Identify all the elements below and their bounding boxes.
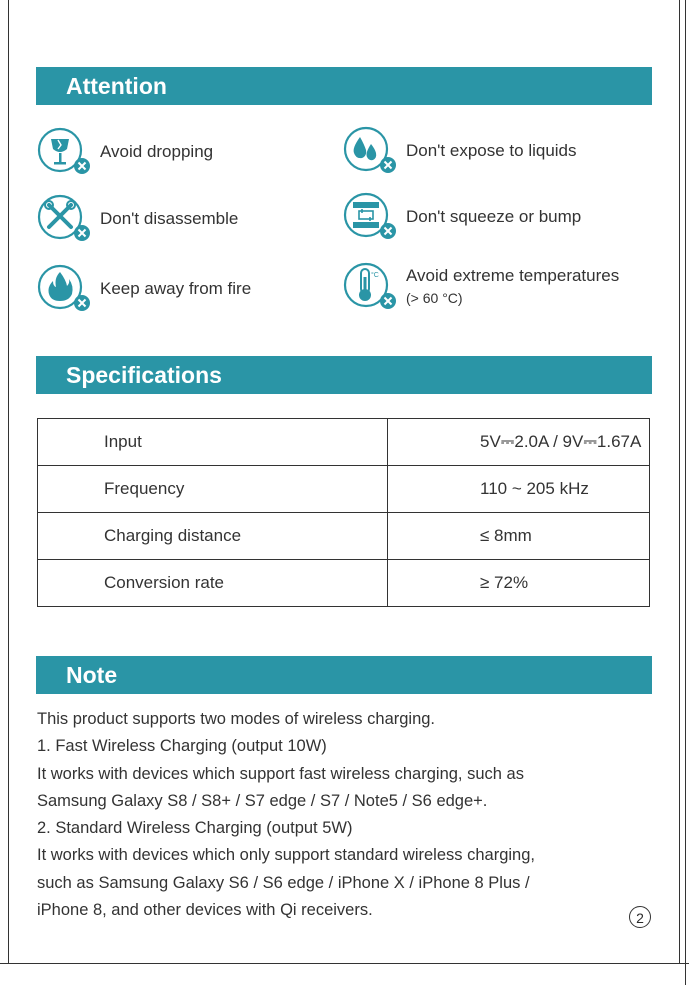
attention-item-disassemble bbox=[36, 192, 238, 246]
spec-key: Conversion rate bbox=[38, 560, 388, 607]
note-line: This product supports two modes of wireless charging. bbox=[37, 710, 436, 728]
attention-label-detail: (> 60 °C) bbox=[406, 290, 463, 306]
spec-key: Charging distance bbox=[38, 513, 388, 560]
attention-item-dropping bbox=[36, 125, 213, 179]
press-icon bbox=[342, 190, 400, 244]
note-line: such as Samsung Galaxy S6 / S6 edge / iPhone X / iPhone 8 Plus / bbox=[37, 873, 530, 892]
table-row bbox=[38, 560, 650, 607]
attention-label: Avoid dropping bbox=[100, 142, 214, 161]
table-row bbox=[38, 466, 650, 513]
tools-icon bbox=[36, 192, 94, 246]
note-line: It works with devices which support fast wireless charging, such as bbox=[37, 764, 524, 783]
spec-value: ≥ 72% bbox=[388, 560, 650, 607]
page-bottom-line bbox=[0, 963, 689, 964]
note-line: iPhone 8, and other devices with Qi receivers. bbox=[37, 901, 373, 920]
attention-item-fire bbox=[36, 262, 251, 316]
note-body bbox=[37, 706, 647, 924]
attention-label: Avoid extreme temperatures bbox=[406, 266, 620, 285]
specifications-header: Specifications bbox=[36, 356, 652, 394]
attention-label-block bbox=[406, 265, 619, 309]
spec-key: Frequency bbox=[38, 466, 388, 513]
page-edge-line bbox=[685, 0, 686, 985]
fragile-glass-icon bbox=[36, 125, 94, 179]
attention-header: Attention bbox=[36, 67, 652, 105]
page-number: 2 bbox=[629, 906, 651, 928]
spec-key: Input bbox=[38, 419, 388, 466]
note-line: Samsung Galaxy S8 / S8+ / S7 edge / S7 / Note5 / S6 edge+. bbox=[37, 791, 488, 810]
spec-value: 110 ~ 205 kHz bbox=[388, 466, 650, 513]
svg-text:°C: °C bbox=[371, 272, 379, 279]
thermometer-icon bbox=[342, 260, 400, 314]
attention-label: Don't expose to liquids bbox=[406, 141, 577, 160]
water-drops-icon bbox=[342, 124, 400, 178]
note-header: Note bbox=[36, 656, 652, 694]
attention-item-squeeze bbox=[342, 190, 581, 244]
attention-item-temperature bbox=[342, 260, 619, 314]
note-line: It works with devices which only support standard wireless charging, bbox=[37, 846, 535, 865]
attention-label: Don't squeeze or bump bbox=[406, 207, 582, 226]
spec-value: ≤ 8mm bbox=[388, 513, 650, 560]
note-line: 2. Standard Wireless Charging (output 5W) bbox=[37, 819, 353, 838]
table-row bbox=[38, 513, 650, 560]
spec-value: 5V⎓2.0A / 9V⎓1.67A bbox=[388, 419, 650, 466]
attention-label: Keep away from fire bbox=[100, 279, 252, 298]
fire-icon bbox=[36, 262, 94, 316]
table-row bbox=[38, 419, 650, 466]
attention-item-liquids bbox=[342, 124, 577, 178]
attention-label: Don't disassemble bbox=[100, 209, 239, 228]
specifications-table bbox=[37, 418, 650, 607]
note-line: 1. Fast Wireless Charging (output 10W) bbox=[37, 737, 327, 756]
